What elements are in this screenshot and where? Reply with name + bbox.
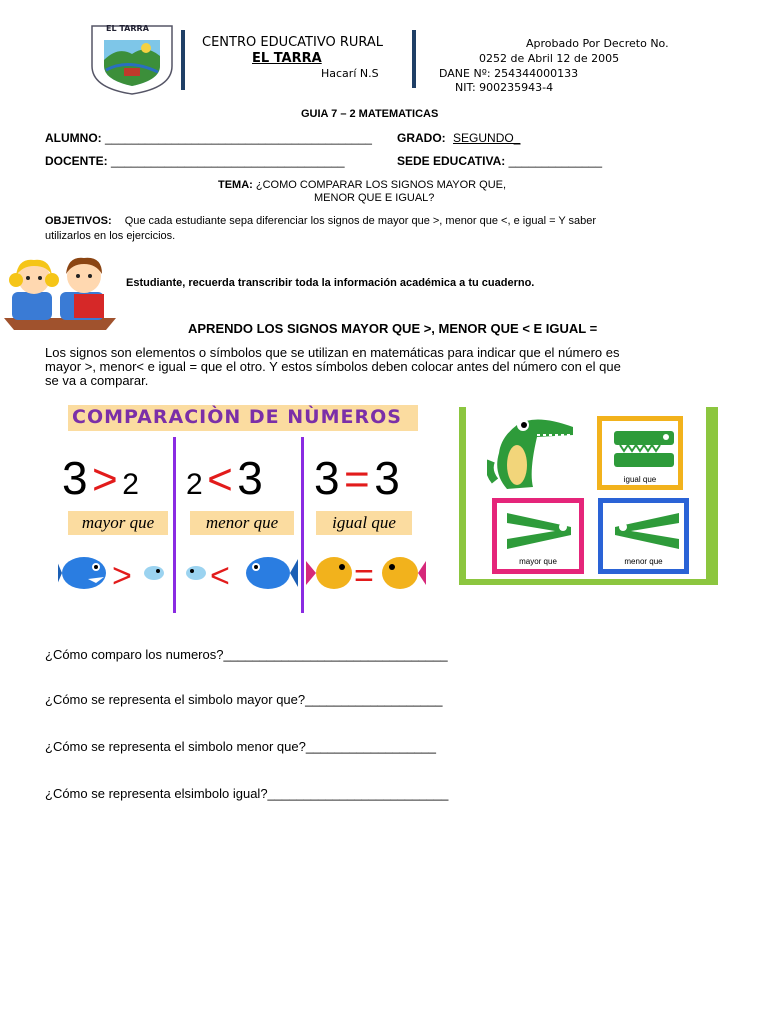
- sede-label: SEDE EDUCATIVA:: [397, 154, 506, 168]
- decree-text: 0252 de Abril 12 de 2005: [479, 52, 620, 65]
- grado-label: GRADO:: [397, 131, 446, 145]
- objetivos-line1: [45, 215, 596, 227]
- less-left-number: 2: [186, 468, 203, 501]
- sede-row: [397, 154, 602, 168]
- school-logo: [88, 22, 176, 96]
- lesson-paragraph-line1: Los signos son elementos o símbolos que se utilizan en matemáticas para indicar que el número es: [45, 345, 620, 360]
- docente-row: [45, 154, 345, 168]
- less-crocodile-icon: [611, 509, 681, 553]
- question-4[interactable]: ¿Cómo se representa elsimbolo igual?_________________________: [45, 786, 449, 801]
- dane-text: DANE Nº: 254344000133: [439, 67, 579, 80]
- greater-crocodile-icon: [505, 509, 575, 553]
- greater-sign: >: [92, 455, 118, 504]
- svg-text:>: >: [112, 557, 132, 595]
- reminder-text: Estudiante, recuerda transcribir toda la información académica a tu cuaderno.: [126, 277, 535, 289]
- grado-value: SEGUNDO_: [453, 131, 521, 145]
- tropical-fish-icon-2: [382, 557, 426, 589]
- less-sign-card: [598, 498, 689, 574]
- equal-crocodile-icon: [612, 429, 676, 469]
- lesson-heading: APRENDO LOS SIGNOS MAYOR QUE >, MENOR QUE < E IGUAL =: [188, 321, 598, 336]
- header-divider-right: [412, 30, 416, 88]
- greater-right-number: 2: [122, 468, 139, 501]
- objetivos-label: OBJETIVOS:: [45, 215, 112, 227]
- children-icon: [4, 252, 116, 330]
- fish-comparison-row: [58, 547, 426, 599]
- comparison-panel: [58, 401, 426, 613]
- tema-label: TEMA:: [218, 179, 253, 191]
- question-1[interactable]: ¿Cómo comparo los numeros?_______________________________: [45, 647, 448, 662]
- school-subname: EL TARRA: [252, 51, 322, 66]
- comparison-less: [186, 451, 263, 505]
- small-fish-icon: [144, 566, 164, 580]
- school-name: CENTRO EDUCATIVO RURAL: [202, 35, 384, 50]
- objetivos-text1: Que cada estudiante sepa diferenciar los signos de mayor que >, menor que <, e igual = Y saber: [124, 215, 597, 227]
- equal-label: igual que: [316, 511, 412, 535]
- equal-card-label: igual que: [623, 475, 657, 484]
- header-divider-left: [181, 30, 185, 90]
- tropical-fish-icon: [306, 557, 352, 589]
- comparison-greater: [62, 451, 139, 505]
- less-sign: <: [207, 455, 233, 504]
- svg-text:=: =: [354, 557, 374, 595]
- alumno-field[interactable]: ________________________________________: [105, 131, 372, 145]
- lesson-paragraph-line3: se va a comparar.: [45, 373, 149, 388]
- tema-line2: MENOR QUE E IGUAL?: [314, 192, 435, 204]
- equal-right-number: 3: [374, 452, 400, 504]
- comparison-equal: [314, 451, 400, 505]
- equal-sign: =: [344, 455, 370, 504]
- alumno-label: ALUMNO:: [45, 131, 102, 145]
- nit-text: NIT: 900235943-4: [455, 81, 554, 94]
- grado-row: [397, 131, 520, 145]
- big-fish-icon: [58, 557, 106, 589]
- greater-label: mayor que: [68, 511, 168, 535]
- guide-title: GUIA 7 – 2 MATEMATICAS: [301, 108, 439, 120]
- greater-left-number: 3: [62, 452, 88, 504]
- docente-field[interactable]: ___________________________________: [111, 154, 345, 168]
- objetivos-line2: utilizarlos en los ejercicios.: [45, 230, 176, 242]
- big-fish-icon-2: [246, 557, 298, 589]
- comparison-title: COMPARACIÒN DE NÙMEROS: [72, 406, 402, 428]
- sede-field[interactable]: ______________: [508, 154, 603, 168]
- less-right-number: 3: [237, 452, 263, 504]
- greater-card-label: mayor que: [519, 557, 557, 566]
- approval-text: Aprobado Por Decreto No.: [526, 37, 669, 50]
- school-location: Hacarí N.S: [321, 67, 379, 80]
- svg-text:<: <: [210, 557, 230, 595]
- lesson-paragraph-line2: mayor >, menor< e igual = que el otro. Y estos símbolos deben colocar antes del número con el que: [45, 359, 621, 374]
- alumno-row: [45, 131, 372, 145]
- students-reading-illustration: [4, 252, 116, 330]
- logo-top-text: EL TARRA: [106, 24, 149, 33]
- equal-sign-card: [597, 416, 683, 490]
- less-card-label: menor que: [624, 557, 663, 566]
- greater-sign-card: [492, 498, 584, 574]
- crocodile-icon: [487, 411, 577, 495]
- tema-text1: ¿COMO COMPARAR LOS SIGNOS MAYOR QUE,: [255, 179, 507, 191]
- docente-label: DOCENTE:: [45, 154, 108, 168]
- question-3[interactable]: ¿Cómo se representa el simbolo menor que?__________________: [45, 739, 436, 754]
- question-2[interactable]: ¿Cómo se representa el simbolo mayor que?___________________: [45, 692, 443, 707]
- less-label: menor que: [190, 511, 294, 535]
- crocodile-signs-panel: [459, 407, 718, 585]
- school-shield-icon: [88, 22, 176, 96]
- small-fish-icon-2: [186, 566, 206, 580]
- equal-left-number: 3: [314, 452, 340, 504]
- tema-line1: [218, 179, 506, 191]
